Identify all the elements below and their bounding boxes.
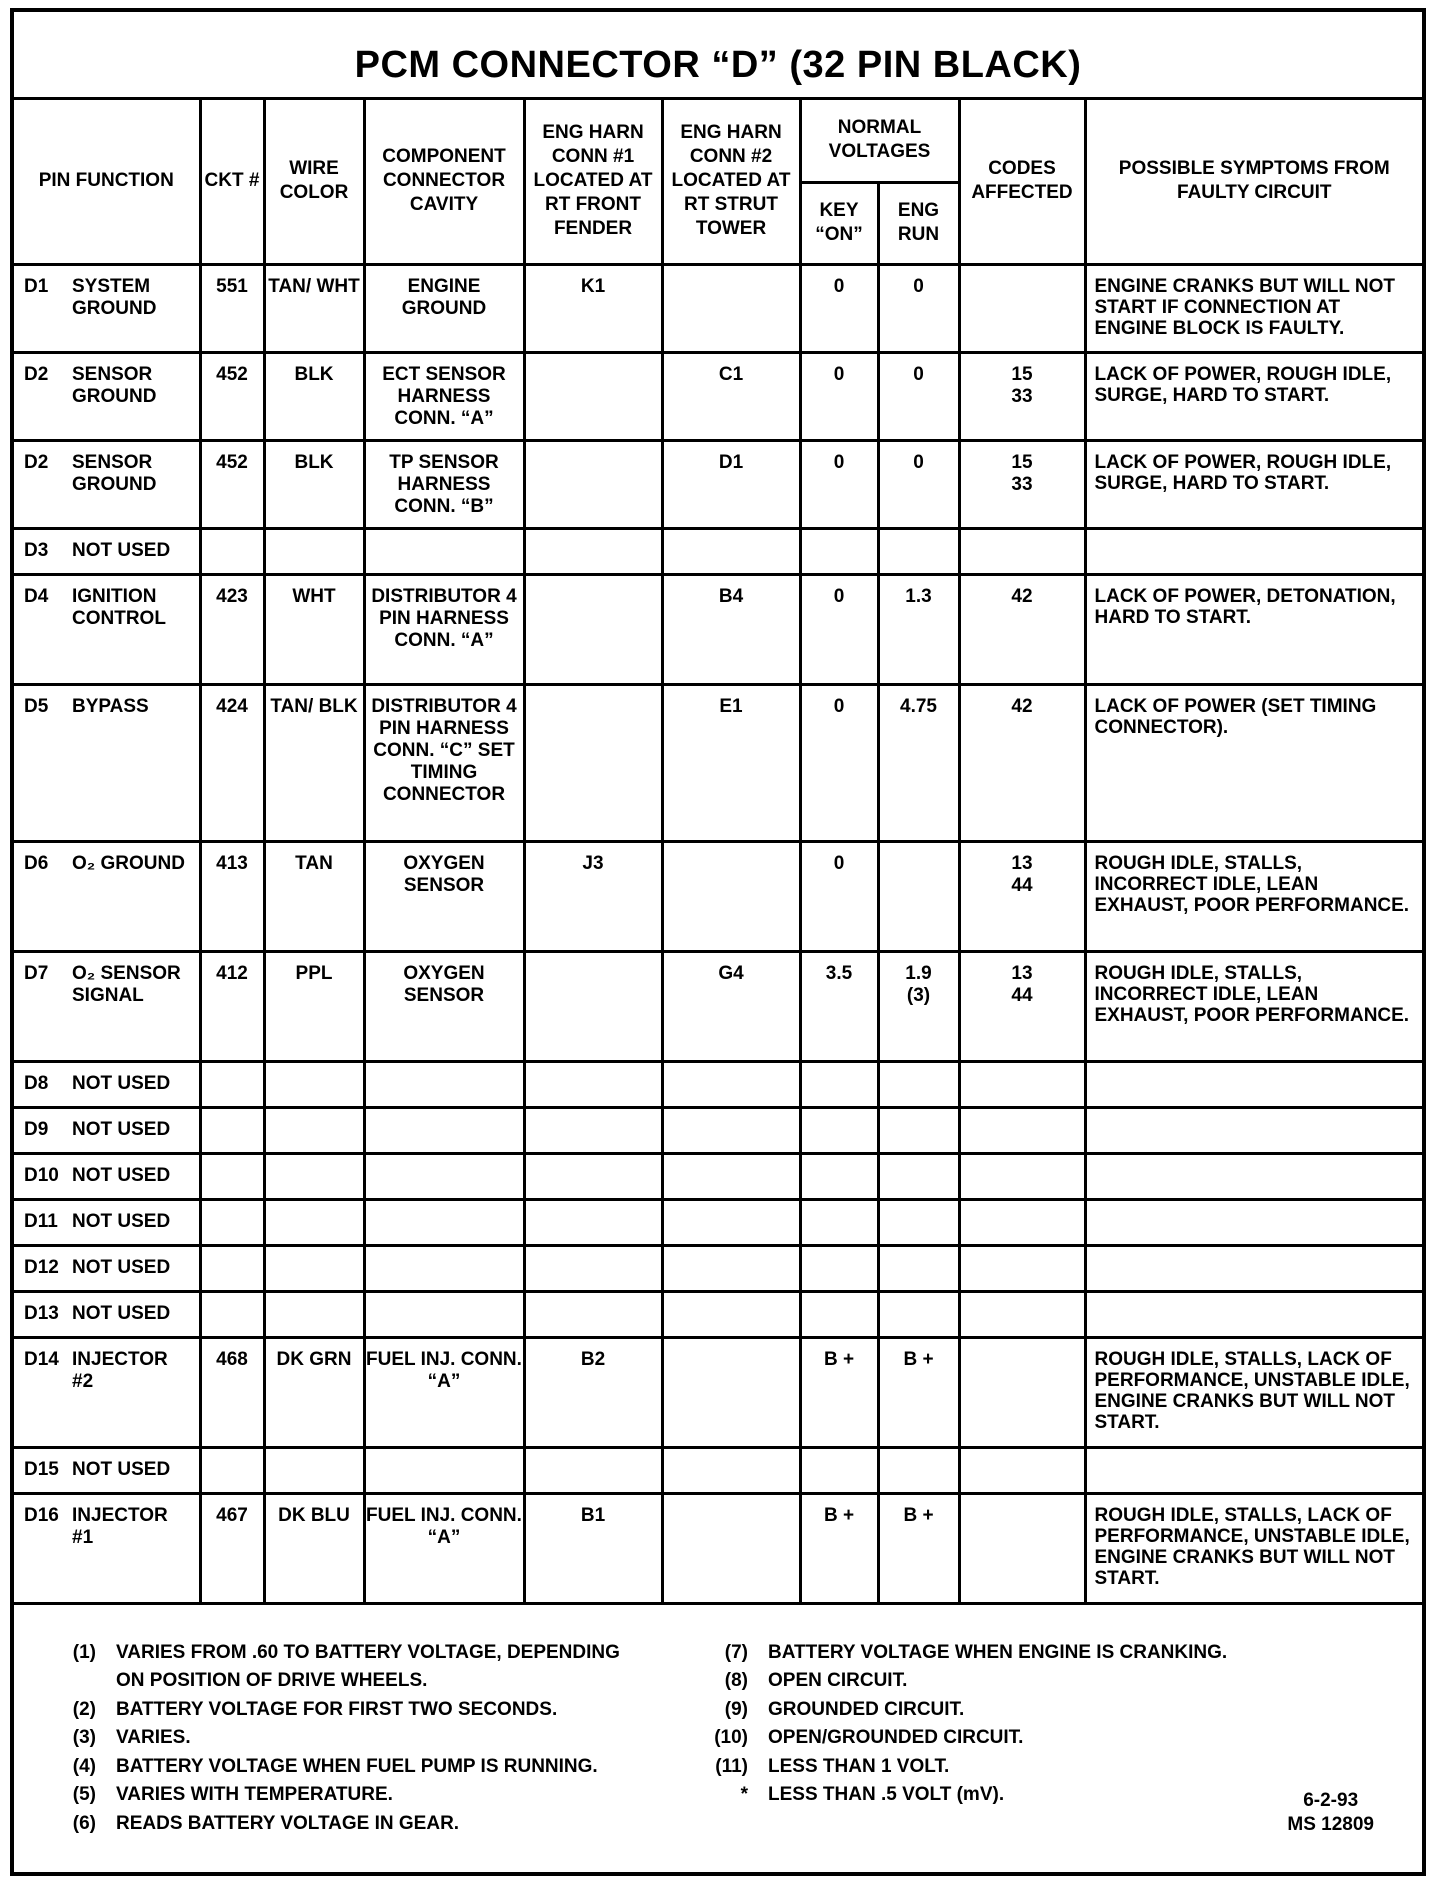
- cell-wire: DK GRN: [264, 1337, 364, 1447]
- cell-h1: [524, 951, 662, 1061]
- pin-function-name: NOT USED: [72, 1210, 171, 1232]
- footnote-number: (6): [72, 1812, 96, 1834]
- pin-id: D5: [24, 695, 49, 717]
- table-row: [14, 684, 1422, 841]
- cell-comp: [364, 1061, 524, 1107]
- cell-wire: [264, 1245, 364, 1291]
- header-wire-color: WIRE COLOR: [264, 100, 364, 264]
- cell-codes: [959, 1337, 1085, 1447]
- pin-function-cell: [14, 574, 200, 684]
- header-codes: CODES AFFECTED: [959, 100, 1085, 264]
- footnote: [42, 1810, 620, 1839]
- pin-function-cell: [14, 1153, 200, 1199]
- cell-wire: BLK: [264, 352, 364, 440]
- table-row: [14, 841, 1422, 951]
- footnote: [694, 1667, 1227, 1696]
- cell-sym: ROUGH IDLE, STALLS, INCORRECT IDLE, LEAN EXHAUST, POOR PERFORMANCE.: [1085, 841, 1422, 951]
- cell-ckt: [200, 1061, 264, 1107]
- cell-codes: [959, 1493, 1085, 1603]
- footnote: [42, 1724, 620, 1753]
- pin-id: D1: [24, 275, 49, 297]
- cell-h2: C1: [662, 352, 800, 440]
- footnote-number: (5): [72, 1784, 96, 1805]
- cell-codes: 13 44: [959, 951, 1085, 1061]
- footer-date: 6-2-93: [1303, 1789, 1359, 1811]
- pin-function-cell: [14, 1291, 200, 1337]
- cell-h1: J3: [524, 841, 662, 951]
- cell-wire: DK BLU: [264, 1493, 364, 1603]
- table-row: [14, 1153, 1422, 1199]
- footnote-number: [42, 1667, 96, 1696]
- pin-function-name: NOT USED: [72, 1302, 171, 1324]
- cell-ckt: [200, 1107, 264, 1153]
- connector-sheet: [10, 8, 1426, 1876]
- footnote-number: (1): [72, 1641, 96, 1663]
- cell-sym: ROUGH IDLE, STALLS, LACK OF PERFORMANCE, UNSTABLE IDLE, ENGINE CRANKS BUT WILL NOT START.: [1085, 1493, 1422, 1603]
- cell-codes: [959, 1245, 1085, 1291]
- cell-h2: [662, 1199, 800, 1245]
- footnote: [42, 1639, 620, 1668]
- table-row: [14, 1061, 1422, 1107]
- table-row: [14, 264, 1422, 352]
- cell-ckt: 452: [200, 440, 264, 528]
- pin-function-name: NOT USED: [72, 1458, 171, 1480]
- pin-function-name: SENSOR GROUND: [72, 451, 157, 495]
- cell-run: [878, 1107, 959, 1153]
- cell-h1: [524, 574, 662, 684]
- cell-ckt: [200, 1153, 264, 1199]
- cell-sym: ROUGH IDLE, STALLS, INCORRECT IDLE, LEAN EXHAUST, POOR PERFORMANCE.: [1085, 951, 1422, 1061]
- cell-run: 1.3: [878, 574, 959, 684]
- cell-comp: TP SENSOR HARNESS CONN. “B”: [364, 440, 524, 528]
- pin-function-cell: [14, 1447, 200, 1493]
- footnote: [694, 1639, 1227, 1668]
- cell-codes: 42: [959, 574, 1085, 684]
- cell-codes: 15 33: [959, 440, 1085, 528]
- cell-key: B +: [800, 1493, 878, 1603]
- cell-wire: TAN: [264, 841, 364, 951]
- pin-function-cell: [14, 1107, 200, 1153]
- cell-h2: [662, 1291, 800, 1337]
- table-row: [14, 574, 1422, 684]
- cell-comp: OXYGEN SENSOR: [364, 951, 524, 1061]
- cell-wire: WHT: [264, 574, 364, 684]
- pin-function-cell: [14, 841, 200, 951]
- pin-function-name: NOT USED: [72, 1164, 171, 1186]
- cell-key: [800, 1291, 878, 1337]
- cell-run: [878, 841, 959, 951]
- pin-function-name: NOT USED: [72, 1072, 171, 1094]
- header-eng-harn-2: ENG HARN CONN #2 LOCATED AT RT STRUT TOWER: [662, 100, 800, 264]
- cell-ckt: [200, 1245, 264, 1291]
- cell-sym: ENGINE CRANKS BUT WILL NOT START IF CONNECTION AT ENGINE BLOCK IS FAULTY.: [1085, 264, 1422, 352]
- footnote-text: BATTERY VOLTAGE WHEN ENGINE IS CRANKING.: [768, 1641, 1228, 1663]
- cell-wire: [264, 1447, 364, 1493]
- header-component: COMPONENT CONNECTOR CAVITY: [364, 100, 524, 264]
- table-row: [14, 1447, 1422, 1493]
- cell-h2: E1: [662, 684, 800, 841]
- cell-sym: [1085, 1153, 1422, 1199]
- cell-h1: K1: [524, 264, 662, 352]
- footnote: [42, 1781, 620, 1810]
- header-ckt: CKT #: [200, 100, 264, 264]
- cell-h1: [524, 1061, 662, 1107]
- footnote: [694, 1724, 1227, 1753]
- cell-run: [878, 1245, 959, 1291]
- cell-sym: [1085, 1107, 1422, 1153]
- cell-comp: [364, 1245, 524, 1291]
- pin-function-cell: [14, 1199, 200, 1245]
- footer-code: MS 12809: [1287, 1813, 1374, 1835]
- cell-h2: [662, 1493, 800, 1603]
- pin-id: D8: [24, 1072, 49, 1094]
- cell-sym: [1085, 1291, 1422, 1337]
- pin-function-cell: [14, 264, 200, 352]
- cell-h1: [524, 1291, 662, 1337]
- cell-key: B +: [800, 1337, 878, 1447]
- footnote-number: *: [740, 1784, 748, 1805]
- cell-ckt: [200, 1199, 264, 1245]
- pin-id: D7: [24, 962, 49, 984]
- cell-comp: FUEL INJ. CONN. “A”: [364, 1337, 524, 1447]
- footnote-number: (10): [714, 1727, 748, 1748]
- cell-h2: [662, 1337, 800, 1447]
- cell-run: 0: [878, 440, 959, 528]
- cell-codes: 13 44: [959, 841, 1085, 951]
- footnote: [42, 1696, 620, 1725]
- cell-h2: [662, 1061, 800, 1107]
- table-row: [14, 1107, 1422, 1153]
- footnote: [42, 1667, 620, 1696]
- cell-h1: [524, 1245, 662, 1291]
- header-normal-voltages: NORMAL VOLTAGES: [800, 100, 959, 182]
- cell-key: 0: [800, 574, 878, 684]
- table-row: [14, 1245, 1422, 1291]
- pin-function-cell: [14, 528, 200, 574]
- cell-sym: [1085, 1447, 1422, 1493]
- cell-wire: [264, 1061, 364, 1107]
- footnote-number: (7): [724, 1641, 748, 1663]
- cell-sym: LACK OF POWER, ROUGH IDLE, SURGE, HARD TO START.: [1085, 440, 1422, 528]
- table-row: [14, 528, 1422, 574]
- footnote: [694, 1753, 1227, 1782]
- footnote-number: (8): [724, 1670, 748, 1691]
- cell-ckt: [200, 528, 264, 574]
- pin-function-cell: [14, 1245, 200, 1291]
- pin-id: D6: [24, 852, 49, 874]
- cell-comp: [364, 1199, 524, 1245]
- cell-ckt: 424: [200, 684, 264, 841]
- pin-function-name: INJECTOR #2: [72, 1348, 168, 1392]
- table-row: [14, 1291, 1422, 1337]
- cell-sym: [1085, 528, 1422, 574]
- footnote-text: READS BATTERY VOLTAGE IN GEAR.: [116, 1812, 460, 1834]
- cell-comp: [364, 1153, 524, 1199]
- cell-key: 0: [800, 264, 878, 352]
- cell-ckt: [200, 1291, 264, 1337]
- cell-h1: [524, 1447, 662, 1493]
- pin-function-name: SENSOR GROUND: [72, 363, 157, 407]
- cell-h2: [662, 264, 800, 352]
- table-row: [14, 1337, 1422, 1447]
- cell-run: [878, 1153, 959, 1199]
- cell-key: [800, 1447, 878, 1493]
- header-pin-function: PIN FUNCTION: [14, 100, 200, 264]
- cell-wire: BLK: [264, 440, 364, 528]
- header-key-on: KEY “ON”: [800, 182, 878, 264]
- header-symptoms: POSSIBLE SYMPTOMS FROM FAULTY CIRCUIT: [1085, 100, 1422, 264]
- pin-function-name: IGNITION CONTROL: [72, 585, 166, 629]
- cell-h1: [524, 1199, 662, 1245]
- cell-sym: [1085, 1199, 1422, 1245]
- cell-run: B +: [878, 1337, 959, 1447]
- cell-ckt: 413: [200, 841, 264, 951]
- cell-run: [878, 1061, 959, 1107]
- pin-id: D15: [24, 1458, 59, 1480]
- pin-function-cell: [14, 684, 200, 841]
- cell-wire: [264, 1107, 364, 1153]
- cell-ckt: 423: [200, 574, 264, 684]
- cell-ckt: 452: [200, 352, 264, 440]
- footnote-number: (11): [715, 1755, 748, 1777]
- cell-wire: TAN/ WHT: [264, 264, 364, 352]
- footnotes-right: [694, 1639, 1227, 1810]
- footnote-text: OPEN/GROUNDED CIRCUIT.: [768, 1727, 1024, 1748]
- pin-function-name: INJECTOR #1: [72, 1504, 168, 1548]
- table-row: [14, 1199, 1422, 1245]
- cell-codes: [959, 1199, 1085, 1245]
- cell-key: 0: [800, 841, 878, 951]
- cell-h1: [524, 440, 662, 528]
- cell-ckt: [200, 1447, 264, 1493]
- cell-comp: [364, 1447, 524, 1493]
- pin-function-cell: [14, 1061, 200, 1107]
- cell-comp: [364, 528, 524, 574]
- cell-codes: 15 33: [959, 352, 1085, 440]
- pin-function-cell: [14, 352, 200, 440]
- cell-h2: [662, 1107, 800, 1153]
- pin-id: D10: [24, 1164, 59, 1186]
- pin-function-cell: [14, 1337, 200, 1447]
- cell-run: 4.75: [878, 684, 959, 841]
- footnote-text: LESS THAN 1 VOLT.: [768, 1755, 950, 1777]
- cell-comp: DISTRIBUTOR 4 PIN HARNESS CONN. “A”: [364, 574, 524, 684]
- pin-id: D16: [24, 1504, 59, 1526]
- footnote-number: (4): [72, 1755, 96, 1777]
- cell-h2: B4: [662, 574, 800, 684]
- footnotes-left: [42, 1639, 620, 1839]
- cell-h1: [524, 352, 662, 440]
- cell-h2: D1: [662, 440, 800, 528]
- footnote-text: GROUNDED CIRCUIT.: [768, 1698, 965, 1720]
- cell-wire: PPL: [264, 951, 364, 1061]
- pin-function-cell: [14, 1493, 200, 1603]
- pin-function-cell: [14, 951, 200, 1061]
- cell-h1: [524, 684, 662, 841]
- footnotes: [14, 1605, 1422, 1851]
- cell-ckt: 551: [200, 264, 264, 352]
- cell-run: 0: [878, 264, 959, 352]
- cell-h2: [662, 1153, 800, 1199]
- cell-key: [800, 1245, 878, 1291]
- cell-key: [800, 528, 878, 574]
- cell-h1: [524, 1107, 662, 1153]
- cell-sym: [1085, 1245, 1422, 1291]
- page-title: PCM CONNECTOR “D” (32 PIN BLACK): [14, 12, 1422, 100]
- cell-run: 1.9 (3): [878, 951, 959, 1061]
- cell-comp: ENGINE GROUND: [364, 264, 524, 352]
- cell-run: 0: [878, 352, 959, 440]
- pin-function-name: NOT USED: [72, 1256, 171, 1278]
- cell-codes: [959, 1061, 1085, 1107]
- cell-comp: DISTRIBUTOR 4 PIN HARNESS CONN. “C” SET TIMING CONNECTOR: [364, 684, 524, 841]
- cell-comp: [364, 1291, 524, 1337]
- cell-h2: [662, 1245, 800, 1291]
- cell-sym: LACK OF POWER, DETONATION, HARD TO START.: [1085, 574, 1422, 684]
- header-eng-harn-1: ENG HARN CONN #1 LOCATED AT RT FRONT FENDER: [524, 100, 662, 264]
- document-id: [1287, 1789, 1374, 1837]
- cell-run: B +: [878, 1493, 959, 1603]
- pin-id: D3: [24, 539, 49, 561]
- cell-codes: [959, 264, 1085, 352]
- cell-run: [878, 1199, 959, 1245]
- cell-ckt: 412: [200, 951, 264, 1061]
- cell-codes: [959, 1291, 1085, 1337]
- cell-wire: TAN/ BLK: [264, 684, 364, 841]
- cell-ckt: 467: [200, 1493, 264, 1603]
- cell-codes: [959, 1153, 1085, 1199]
- cell-wire: [264, 1199, 364, 1245]
- pin-function-name: BYPASS: [72, 695, 149, 717]
- footnote-number: (2): [72, 1698, 96, 1720]
- table-row: [14, 951, 1422, 1061]
- pin-id: D12: [24, 1256, 59, 1278]
- cell-h1: [524, 1153, 662, 1199]
- cell-h1: B1: [524, 1493, 662, 1603]
- cell-run: [878, 528, 959, 574]
- footnote: [42, 1753, 620, 1782]
- cell-wire: [264, 1153, 364, 1199]
- cell-ckt: 468: [200, 1337, 264, 1447]
- cell-sym: [1085, 1061, 1422, 1107]
- footnote-text: VARIES.: [116, 1727, 191, 1748]
- cell-sym: LACK OF POWER, ROUGH IDLE, SURGE, HARD TO START.: [1085, 352, 1422, 440]
- footnote-text: LESS THAN .5 VOLT (mV).: [768, 1784, 1005, 1805]
- cell-comp: ECT SENSOR HARNESS CONN. “A”: [364, 352, 524, 440]
- footnote-text: BATTERY VOLTAGE FOR FIRST TWO SECONDS.: [116, 1698, 558, 1720]
- pin-function-name: O₂ GROUND: [72, 852, 185, 874]
- cell-codes: 42: [959, 684, 1085, 841]
- footnote-text: BATTERY VOLTAGE WHEN FUEL PUMP IS RUNNING.: [116, 1755, 598, 1777]
- cell-comp: OXYGEN SENSOR: [364, 841, 524, 951]
- cell-h2: G4: [662, 951, 800, 1061]
- pin-function-name: O₂ SENSOR SIGNAL: [72, 962, 181, 1006]
- cell-sym: LACK OF POWER (SET TIMING CONNECTOR).: [1085, 684, 1422, 841]
- cell-key: 0: [800, 684, 878, 841]
- cell-codes: [959, 1107, 1085, 1153]
- cell-key: 0: [800, 352, 878, 440]
- cell-codes: [959, 528, 1085, 574]
- pin-id: D2: [24, 363, 49, 385]
- table-row: [14, 352, 1422, 440]
- cell-h2: [662, 1447, 800, 1493]
- pin-id: D9: [24, 1118, 49, 1140]
- cell-h2: [662, 841, 800, 951]
- footnote-text: VARIES FROM .60 TO BATTERY VOLTAGE, DEPENDING: [116, 1641, 620, 1663]
- footnote-number: (3): [72, 1727, 96, 1748]
- pin-id: D11: [24, 1210, 58, 1232]
- footnote: [694, 1696, 1227, 1725]
- cell-codes: [959, 1447, 1085, 1493]
- pin-id: D4: [24, 585, 49, 607]
- cell-wire: [264, 1291, 364, 1337]
- pin-function-name: SYSTEM GROUND: [72, 275, 157, 319]
- cell-comp: [364, 1107, 524, 1153]
- cell-comp: FUEL INJ. CONN. “A”: [364, 1493, 524, 1603]
- cell-key: [800, 1061, 878, 1107]
- cell-h1: B2: [524, 1337, 662, 1447]
- pin-function-cell: [14, 440, 200, 528]
- header-eng-run: ENG RUN: [878, 182, 959, 264]
- cell-key: 0: [800, 440, 878, 528]
- cell-h2: [662, 528, 800, 574]
- pin-id: D14: [24, 1348, 59, 1370]
- cell-h1: [524, 528, 662, 574]
- pin-id: D2: [24, 451, 49, 473]
- pin-function-name: NOT USED: [72, 1118, 171, 1140]
- pin-id: D13: [24, 1302, 59, 1324]
- cell-key: [800, 1153, 878, 1199]
- footnote-text: OPEN CIRCUIT.: [768, 1670, 908, 1691]
- cell-key: 3.5: [800, 951, 878, 1061]
- cell-key: [800, 1199, 878, 1245]
- cell-run: [878, 1291, 959, 1337]
- pin-table: [14, 100, 1422, 1605]
- table-row: [14, 1493, 1422, 1603]
- table-row: [14, 440, 1422, 528]
- cell-wire: [264, 528, 364, 574]
- cell-run: [878, 1447, 959, 1493]
- footnote-number: (9): [724, 1698, 748, 1720]
- cell-sym: ROUGH IDLE, STALLS, LACK OF PERFORMANCE, UNSTABLE IDLE, ENGINE CRANKS BUT WILL NOT START.: [1085, 1337, 1422, 1447]
- footnote: [694, 1781, 1227, 1810]
- footnote-text: VARIES WITH TEMPERATURE.: [116, 1784, 393, 1805]
- cell-key: [800, 1107, 878, 1153]
- pin-function-name: NOT USED: [72, 539, 171, 561]
- footnote-text: ON POSITION OF DRIVE WHEELS.: [116, 1670, 428, 1691]
